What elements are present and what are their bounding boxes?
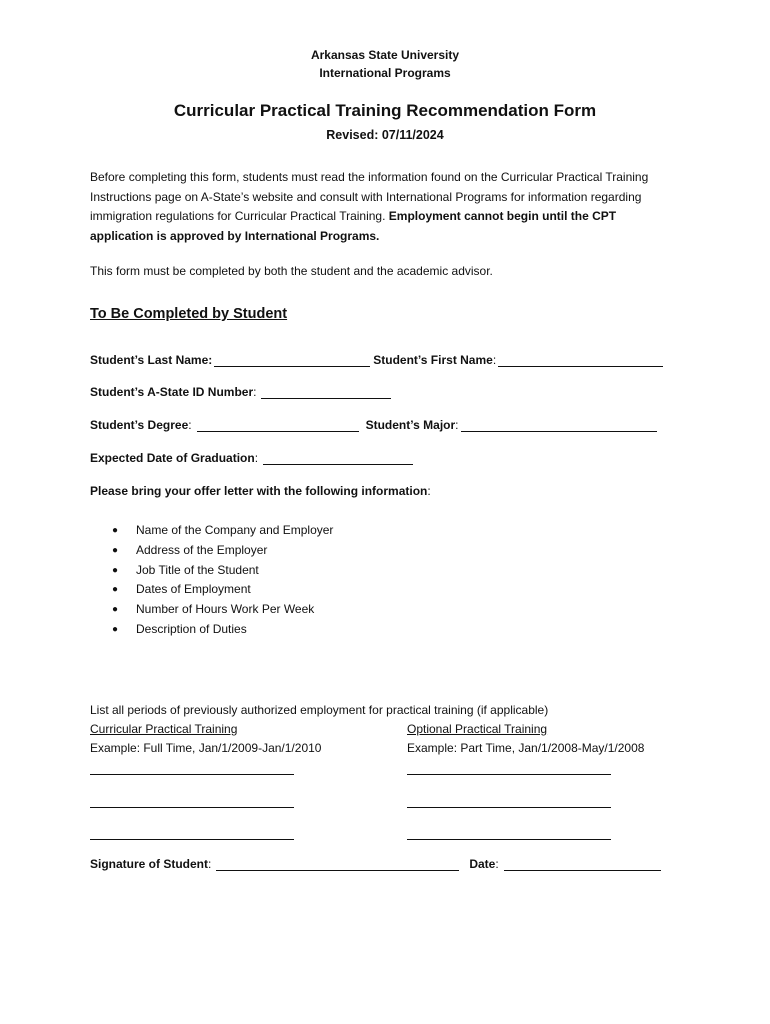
degree-label: Student’s Degree [90,418,189,432]
list-item [110,620,333,640]
intro-paragraph [90,168,680,246]
list-item [110,600,333,620]
graduation-field[interactable] [263,452,413,465]
bullet-icon: ● [112,525,119,536]
degree-field[interactable] [197,419,359,432]
opt-heading: Optional Practical Training [407,722,548,736]
list-item-text: Name of the Company and Employer [136,523,334,537]
date-colon: : [495,857,499,871]
cpt-entry-line-2[interactable] [90,807,294,808]
opt-entry-line-3[interactable] [407,839,611,840]
offer-letter-row [90,484,431,498]
degree-colon: : [188,418,192,432]
last-name-label: Student’s Last Name: [90,353,213,367]
intro-text: Before completing this form, students must read the information found on the Curricular Practical Training Instructions page on A-State’s website and consult with International Programs for information regarding immigration regulations for Curricular Practical Training. [90,170,649,223]
date-label: Date [469,857,496,871]
graduation-label: Expected Date of Graduation [90,451,255,465]
page-title: Curricular Practical Training Recommendation Form [173,101,597,120]
department-name: International Programs [319,66,451,80]
cpt-entry-line-3[interactable] [90,839,294,840]
list-item-text: Number of Hours Work Per Week [136,602,315,617]
major-field[interactable] [461,419,657,432]
cpt-example: Example: Full Time, Jan/1/2009-Jan/1/2010 [90,741,322,755]
date-field[interactable] [504,858,661,871]
bullet-icon: ● [112,604,119,616]
opt-entry-line-1[interactable] [407,774,611,775]
first-name-field[interactable] [498,354,663,367]
list-item [110,541,333,561]
opt-example: Example: Part Time, Jan/1/2008-May/1/2008 [407,741,645,755]
graduation-row [90,451,413,465]
signature-label: Signature of Student [90,857,208,871]
cpt-heading: Curricular Practical Training [90,722,238,736]
offer-letter-colon: : [427,484,431,498]
list-item-text: Job Title of the Student [136,562,259,577]
university-name: Arkansas State University [310,48,460,62]
bullet-icon: ● [112,623,119,635]
completion-note: This form must be completed by both the student and the academic advisor. [90,264,493,278]
degree-row [90,418,657,432]
signature-colon: : [208,857,212,871]
student-section-title: To Be Completed by Student [90,306,288,322]
list-item [110,580,333,600]
first-name-colon: : [492,353,497,367]
name-row [90,353,663,367]
list-item-text: Dates of Employment [136,582,251,597]
signature-row [90,857,661,871]
graduation-colon: : [254,451,259,465]
opt-entry-line-2[interactable] [407,807,611,808]
id-colon: : [253,385,257,399]
intro-bold-text: Employment cannot begin until the CPT application is approved by International Programs. [90,209,617,243]
id-row [90,385,391,399]
bullet-icon: ● [112,564,119,576]
major-label: Student’s Major [365,418,456,432]
offer-letter-label: Please bring your offer letter with the following information [90,484,428,498]
list-item [110,521,333,541]
offer-info-list [110,521,333,640]
list-item-text: Description of Duties [136,621,247,636]
bullet-icon: ● [112,544,119,556]
cpt-entry-line-1[interactable] [90,774,294,775]
revised-date: Revised: 07/11/2024 [326,128,444,142]
first-name-label: Student’s First Name [373,353,493,367]
last-name-field[interactable] [214,354,370,367]
major-colon: : [455,418,459,432]
list-item [110,561,333,581]
id-field[interactable] [261,386,391,399]
id-label: Student’s A-State ID Number [90,385,254,399]
previous-employment-intro: List all periods of previously authorized employment for practical training (if applicable) [90,703,549,717]
bullet-icon: ● [112,584,119,596]
signature-field[interactable] [216,858,459,871]
list-item-text: Address of the Employer [136,542,268,557]
